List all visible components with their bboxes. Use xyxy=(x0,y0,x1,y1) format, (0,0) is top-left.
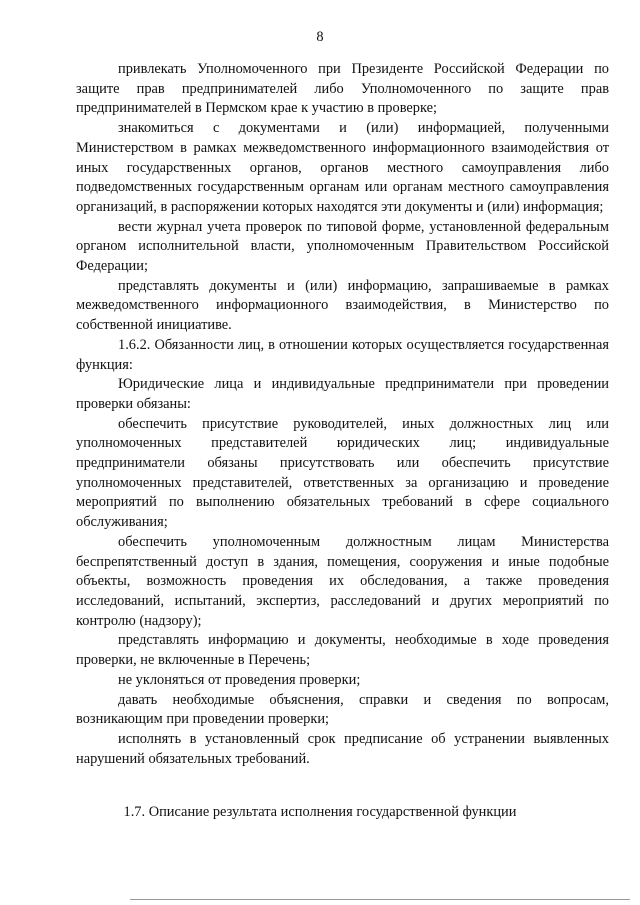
paragraph: представлять информацию и документы, необходимые в ходе проведения проверки, не включенные в Перечень; xyxy=(76,632,609,669)
paragraph: обеспечить уполномоченным должностным лицам Министерства беспрепятственный доступ в здания, помещения, сооружения и иные подобные объекты, возможность проведения их обследования, а также проведения исследований, испытаний, экспертиз, расследований и других мероприятий по контролю (надзору); xyxy=(76,533,609,629)
section-heading: 1.7. Описание результата исполнения государственной функции xyxy=(123,804,517,820)
paragraph: вести журнал учета проверок по типовой форме, установленной федеральным органом исполнительной власти, уполномоченным Правительством Российской Федерации; xyxy=(76,218,609,275)
paragraph: 1.6.2. Обязанности лиц, в отношении которых осуществляется государственная функция: xyxy=(76,336,609,373)
page-bottom-rule xyxy=(130,899,630,900)
paragraph: привлекать Уполномоченного при Президенте Российской Федерации по защите прав предпринимателей либо Уполномоченного по защите прав предпринимателей в Пермском крае к участию в проверке; xyxy=(76,61,609,117)
body-text xyxy=(76,60,609,769)
paragraph: Юридические лица и индивидуальные предприниматели при проведении проверки обязаны: xyxy=(76,376,609,412)
page-number: 8 xyxy=(316,29,324,45)
paragraph: не уклоняться от проведения проверки; xyxy=(118,671,361,688)
paragraph: обеспечить присутствие руководителей, иных должностных лиц или уполномоченных представителей юридических лиц; индивидуальные предприниматели обязаны присутствовать или обеспечить присутствие уполномоченных представителей, ответственных за организацию и проведение мероприятий по выполнению обязательных требований в сфере социального обслуживания; xyxy=(76,415,609,531)
paragraph: исполнять в установленный срок предписание об устранении выявленных нарушений обязательных требований. xyxy=(76,730,609,767)
paragraph: представлять документы и (или) информацию, запрашиваемые в рамках межведомственного информационного взаимодействия, в Министерство по собственной инициативе. xyxy=(76,277,609,334)
paragraph: знакомиться с документами и (или) информацией, полученными Министерством в рамках межведомственного информационного взаимодействия от иных государственных органов, органов местного самоуправления либо подведомственных государственным органам или органам местного самоуправления организаций, в распоряжении которых находятся эти документы и (или) информация; xyxy=(76,120,609,215)
paragraph: давать необходимые объяснения, справки и сведения по вопросам, возникающим при проведении проверки; xyxy=(76,691,609,728)
